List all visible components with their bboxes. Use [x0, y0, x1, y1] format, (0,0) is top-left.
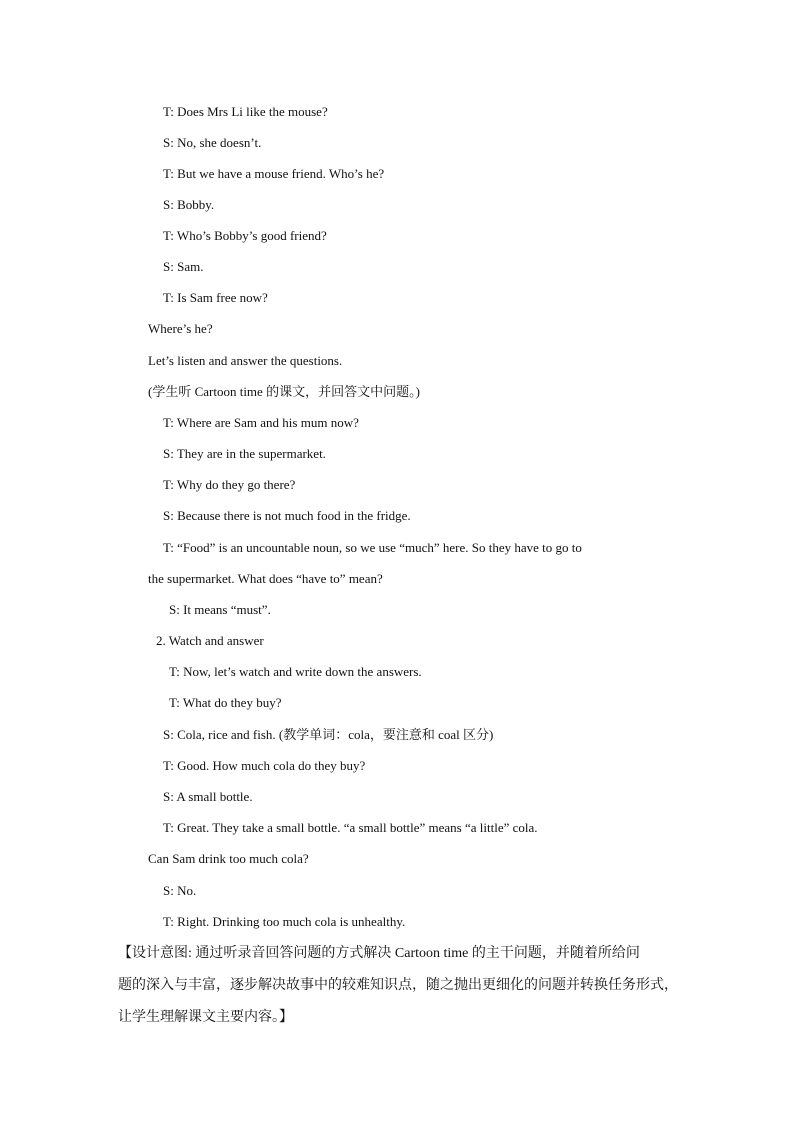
dialogue-line: S: Cola, rice and fish. (教学单词：cola，要注意和 coal 区分) — [163, 727, 494, 742]
dialogue-line: T: Does Mrs Li like the mouse? — [163, 104, 328, 119]
design-note-line: 题的深入与丰富，逐步解决故事中的较难知识点，随之抛出更细化的问题并转换任务形式， — [118, 978, 678, 993]
dialogue-line: S: No, she doesn’t. — [163, 135, 262, 150]
design-note-line: 让学生理解课文主要内容。】 — [118, 1010, 293, 1025]
section-heading: 2. Watch and answer — [156, 633, 264, 648]
dialogue-line: T: Why do they go there? — [163, 477, 296, 492]
dialogue-line: S: No. — [163, 883, 197, 898]
text-line: the supermarket. What does “have to” mean? — [148, 571, 383, 586]
text-line: Let’s listen and answer the questions. — [148, 353, 343, 368]
text-line: Where’s he? — [148, 321, 213, 336]
dialogue-line: S: Because there is not much food in the fridge. — [163, 508, 411, 523]
dialogue-line: T: “Food” is an uncountable noun, so we use “much” here. So they have to go to — [163, 540, 582, 555]
dialogue-line: T: Great. They take a small bottle. “a small bottle” means “a little” cola. — [163, 820, 538, 835]
dialogue-line: T: Is Sam free now? — [163, 290, 268, 305]
dialogue-line: S: Bobby. — [163, 197, 215, 212]
text-line: Can Sam drink too much cola? — [148, 851, 309, 866]
dialogue-line: T: Who’s Bobby’s good friend? — [163, 228, 327, 243]
dialogue-line: S: Sam. — [163, 259, 204, 274]
design-note-line: 【设计意图: 通过听录音回答问题的方式解决 Cartoon time 的主干问题，并随着所给问 — [118, 946, 640, 961]
dialogue-line: T: Now, let’s watch and write down the answers. — [169, 664, 422, 679]
dialogue-line: T: Where are Sam and his mum now? — [163, 415, 359, 430]
dialogue-line: T: Right. Drinking too much cola is unhealthy. — [163, 914, 406, 929]
dialogue-line: T: Good. How much cola do they buy? — [163, 758, 366, 773]
instruction-line: (学生听 Cartoon time 的课文，并回答文中问题。) — [148, 384, 420, 399]
dialogue-line: T: But we have a mouse friend. Who’s he? — [163, 166, 385, 181]
dialogue-line: T: What do they buy? — [169, 695, 282, 710]
dialogue-line: S: A small bottle. — [163, 789, 253, 804]
dialogue-line: S: It means “must”. — [169, 602, 271, 617]
dialogue-line: S: They are in the supermarket. — [163, 446, 326, 461]
